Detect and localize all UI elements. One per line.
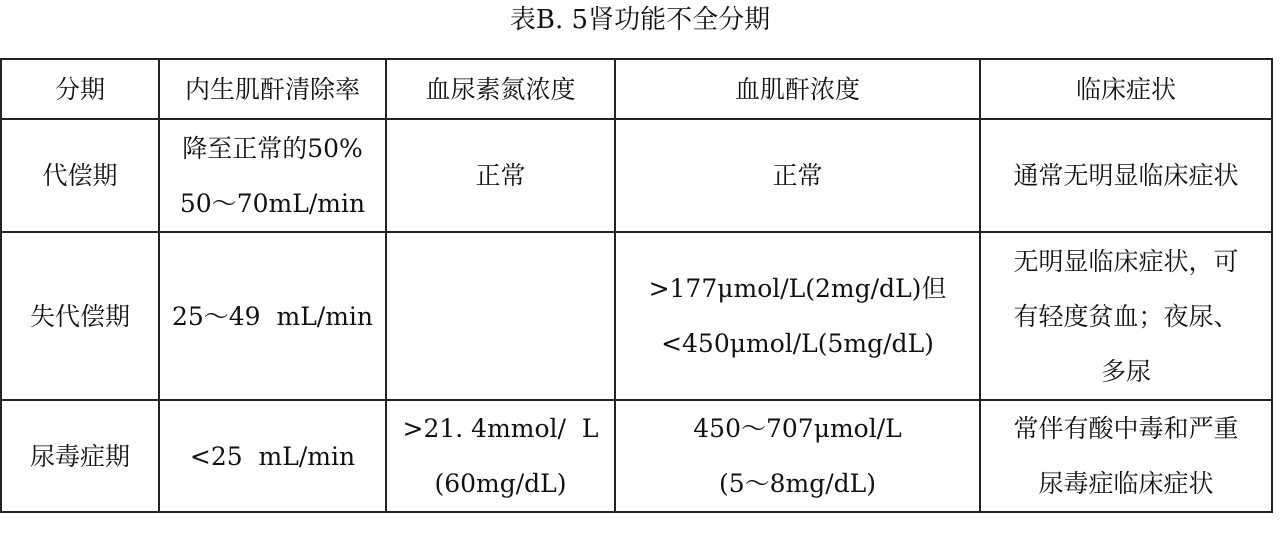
- bun-cell: [386, 400, 615, 512]
- scr-line: >177μmol/L(2mg/dL)但: [648, 274, 947, 303]
- renal-insufficiency-stage-table: [0, 58, 1273, 513]
- symptoms-line: 无明显临床症状，可: [1013, 246, 1239, 276]
- table-row: [1, 119, 1272, 232]
- ccr-cell: [159, 119, 386, 232]
- header-bun: 血尿素氮浓度: [386, 59, 615, 119]
- header-scr: 血肌酐浓度: [615, 59, 980, 119]
- header-symptoms: 临床症状: [980, 59, 1272, 119]
- table-row: [1, 400, 1272, 512]
- bun-cell: 正常: [386, 119, 615, 232]
- symptoms-line: 多尿: [1100, 356, 1151, 386]
- scr-cell: [615, 400, 980, 512]
- ccr-cell: [159, 232, 386, 400]
- scr-cell: 正常: [615, 119, 980, 232]
- scr-cell: [615, 232, 980, 400]
- ccr-line: 降至正常的50%: [182, 133, 363, 163]
- header-stage: 分期: [1, 59, 159, 119]
- symptoms-line: 有轻度贫血；夜尿、: [1013, 301, 1239, 331]
- stage-cell: 失代偿期: [1, 232, 159, 400]
- symptoms-line: 通常无明显临床症状: [1013, 161, 1239, 190]
- symptoms-cell: [980, 232, 1272, 400]
- bun-line: >21. 4mmol/ L: [402, 414, 599, 443]
- ccr-line: 50～70mL/min: [179, 188, 366, 218]
- symptoms-cell: [980, 119, 1272, 232]
- header-ccr: 内生肌酐清除率: [159, 59, 386, 119]
- symptoms-cell: [980, 400, 1272, 512]
- header-row: [1, 59, 1272, 119]
- table-row: [1, 232, 1272, 400]
- scr-line: 450～707μmol/L: [693, 414, 902, 443]
- symptoms-line: 常伴有酸中毒和严重: [1013, 414, 1239, 443]
- ccr-line: 25～49 mL/min: [171, 301, 374, 331]
- bun-cell: [386, 232, 615, 400]
- table-title: 表B. 5肾功能不全分期: [509, 5, 771, 35]
- ccr-cell: [159, 400, 386, 512]
- stage-cell: 尿毒症期: [1, 400, 159, 512]
- symptoms-line: 尿毒症临床症状: [1038, 469, 1214, 498]
- bun-line: (60mg/dL): [434, 469, 567, 498]
- scr-line: (5～8mg/dL): [718, 469, 877, 498]
- scr-line: <450μmol/L(5mg/dL): [661, 329, 934, 358]
- stage-cell: 代偿期: [1, 119, 159, 232]
- ccr-line: <25 mL/min: [189, 441, 356, 471]
